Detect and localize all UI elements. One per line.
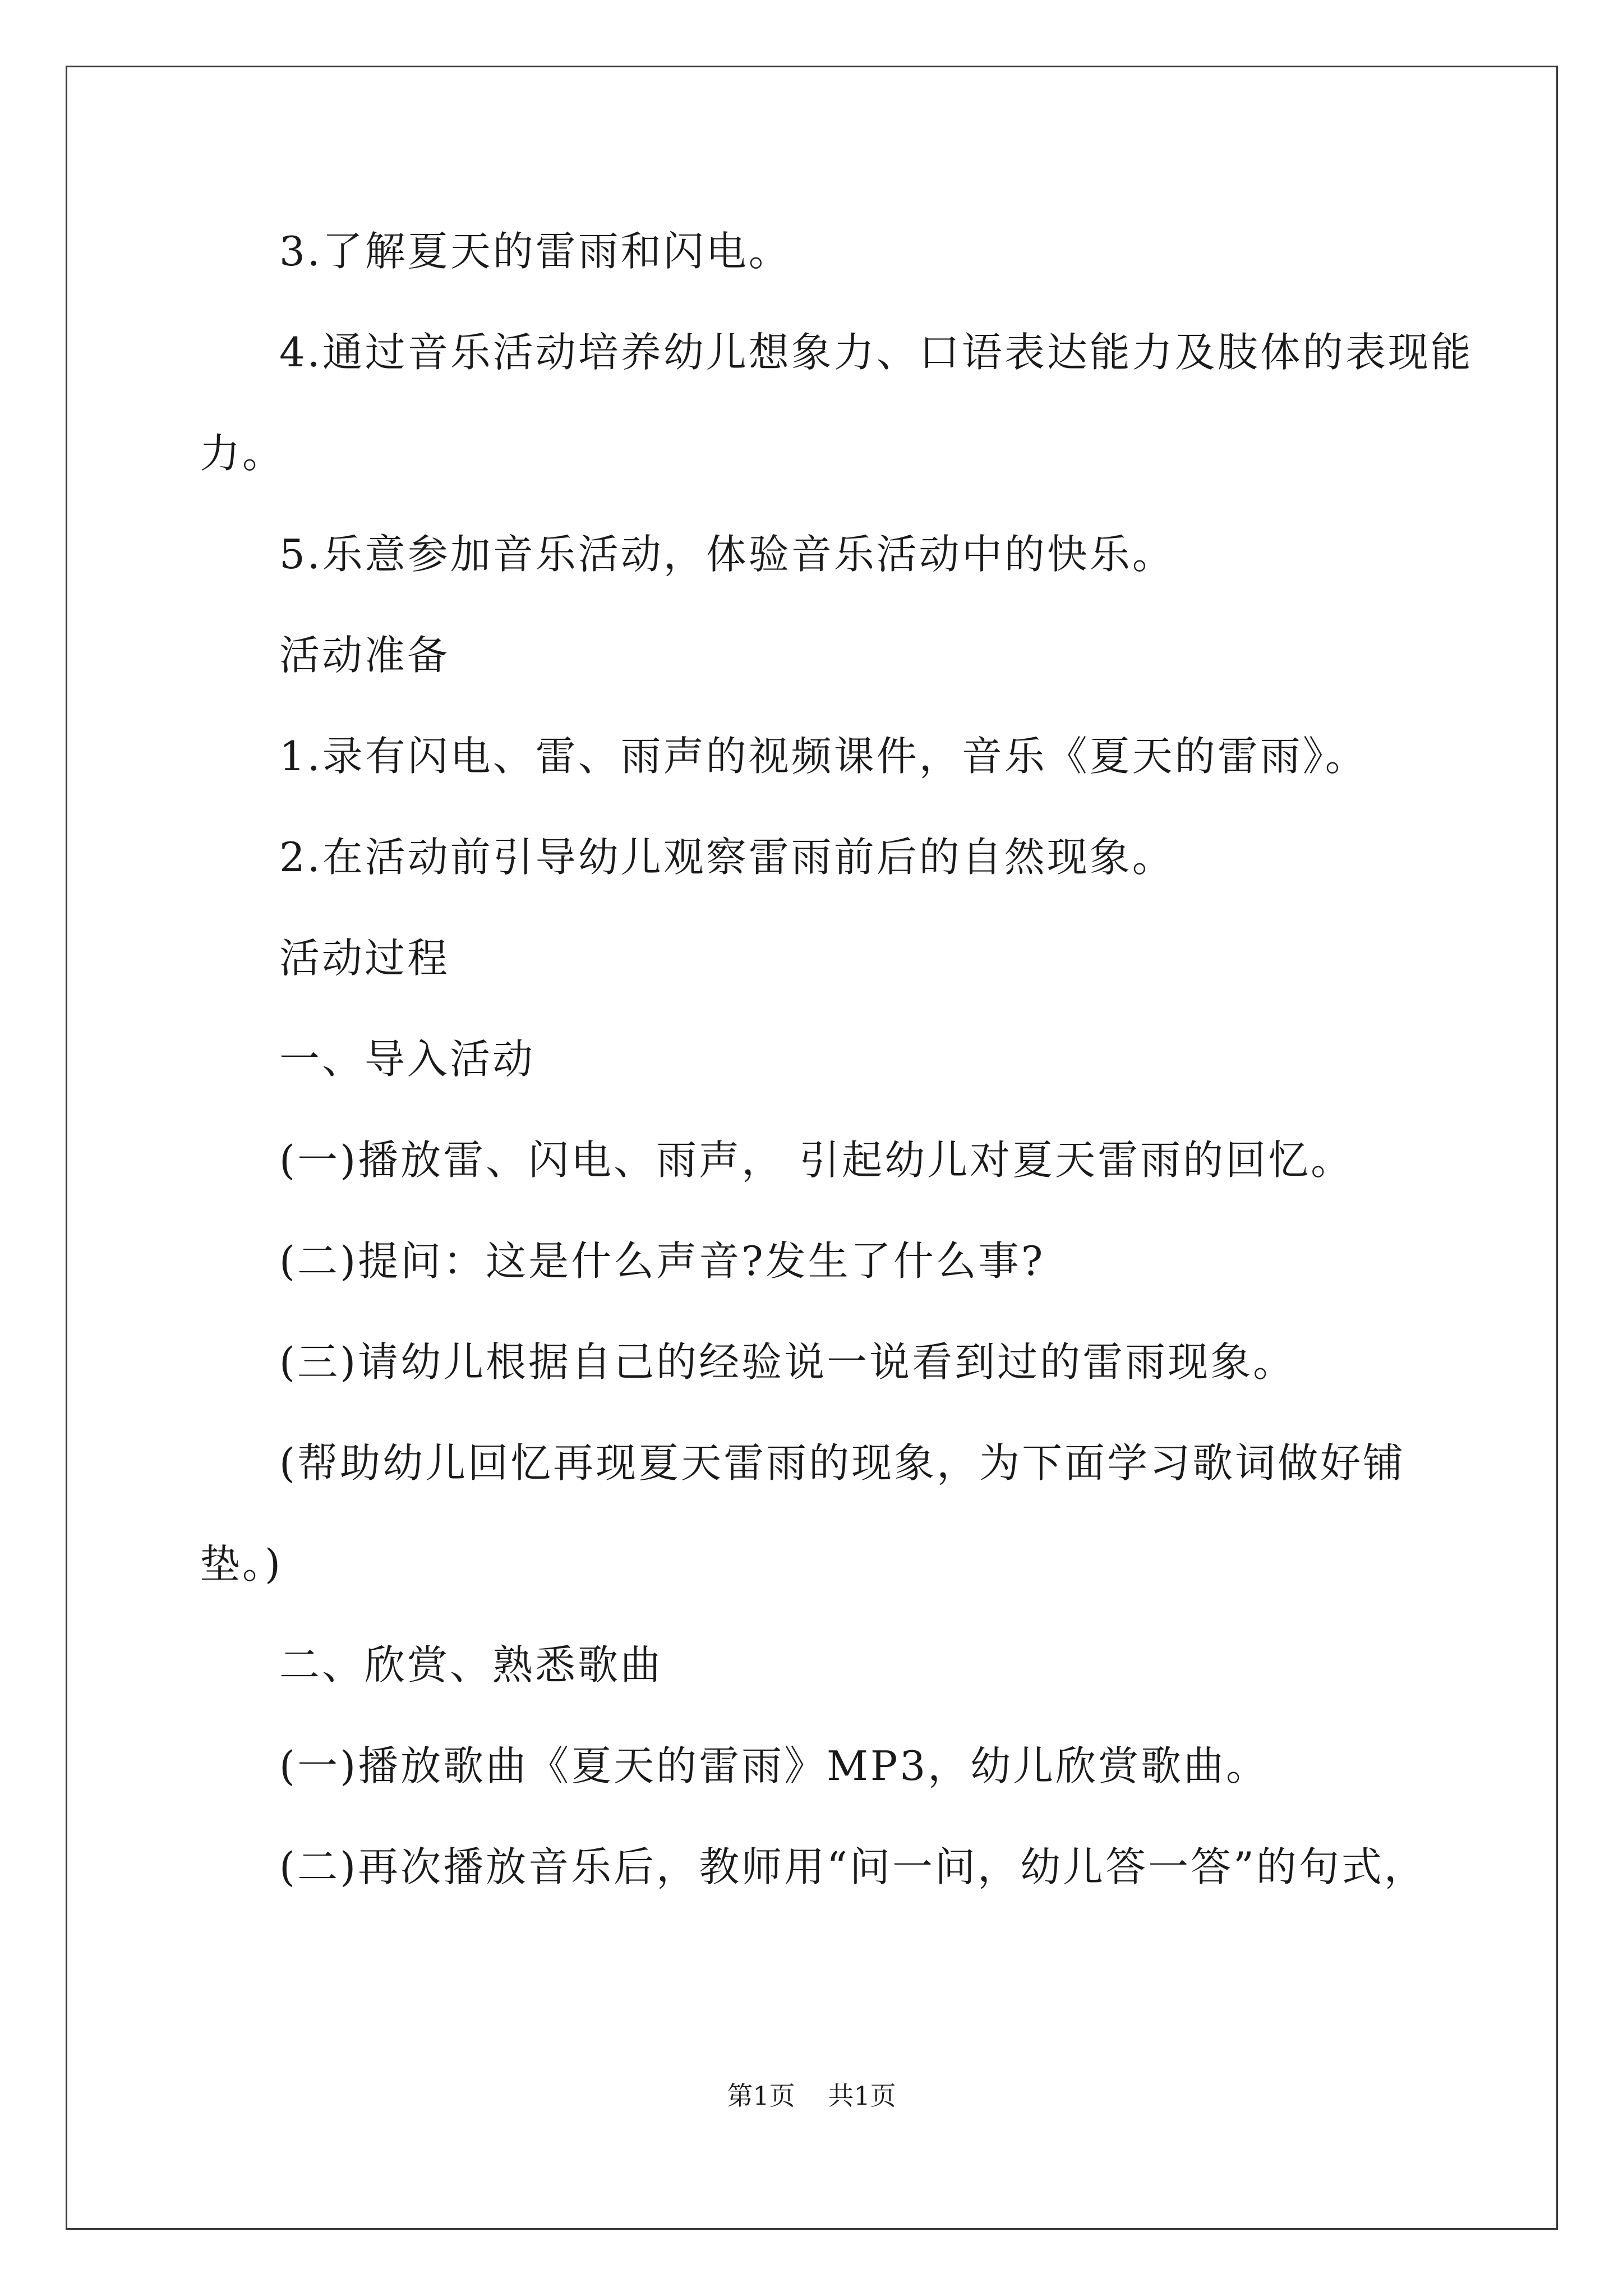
page-number: 第1页 <box>727 2081 795 2111</box>
paragraph-prep-1: 1.录有闪电、雷、雨声的视频课件，音乐《夏天的雷雨》。 <box>279 733 1368 780</box>
paragraph-note: (帮助幼儿回忆再现夏天雷雨的现象，为下面学习歌词做好铺 <box>279 1439 1406 1487</box>
heading-section-2: 二、欣赏、熟悉歌曲 <box>279 1641 663 1688</box>
page-footer <box>0 2076 1623 2113</box>
paragraph-2: 4.通过音乐活动培养幼儿想象力、口语表达能力及肢体的表现能 <box>279 329 1473 376</box>
paragraph-step-2-1: (一)播放歌曲《夏天的雷雨》MP3，幼儿欣赏歌曲。 <box>279 1742 1269 1789</box>
paragraph-prep-2: 2.在活动前引导幼儿观察雷雨前后的自然现象。 <box>279 834 1175 881</box>
paragraph-step-1-1: (一)播放雷、闪电、雨声， 引起幼儿对夏天雷雨的回忆。 <box>279 1137 1354 1184</box>
paragraph-3: 5.乐意参加音乐活动，体验音乐活动中的快乐。 <box>279 531 1175 578</box>
paragraph-step-1-2: (二)提问：这是什么声音?发生了什么事? <box>279 1237 1045 1285</box>
paragraph-step-2-2: (二)再次播放音乐后，教师用“问一问，幼儿答一答”的句式， <box>279 1843 1427 1890</box>
paragraph-1: 3.了解夏天的雷雨和闪电。 <box>279 228 791 275</box>
page-total: 共1页 <box>828 2081 896 2111</box>
heading-activity-process: 活动过程 <box>279 935 450 982</box>
paragraph-note-continued: 垫。) <box>200 1540 283 1588</box>
heading-section-1: 一、导入活动 <box>279 1036 536 1083</box>
paragraph-step-1-3: (三)请幼儿根据自己的经验说一说看到过的雷雨现象。 <box>279 1338 1296 1386</box>
paragraph-2-continued: 力。 <box>200 430 285 477</box>
heading-activity-preparation: 活动准备 <box>279 632 450 679</box>
